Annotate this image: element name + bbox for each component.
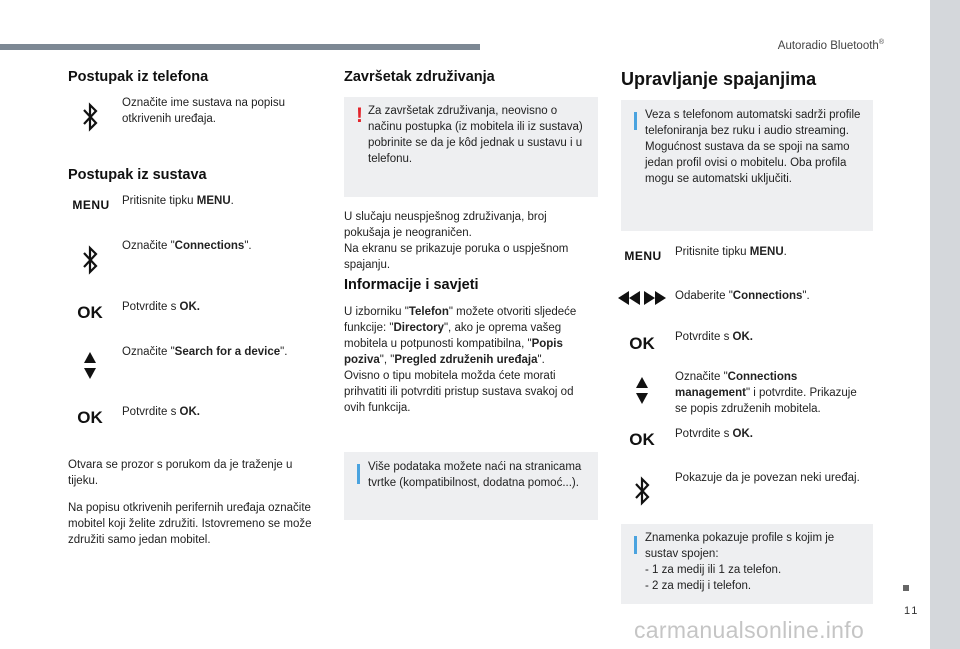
bluetooth-icon: [78, 100, 102, 134]
info-text: Više podataka možete naći na stranicama tvrtke (kompatibilnost, dodatna pomoć...).: [368, 461, 582, 489]
info-note: [344, 452, 598, 520]
page-marker: [903, 585, 909, 591]
info-icon: [357, 464, 360, 484]
step-confirm-ok-2: Potvrdite s OK.: [675, 428, 753, 440]
ok-button-icon: OK: [629, 334, 655, 353]
page-number: 11: [904, 605, 920, 617]
warning-icon: !: [356, 104, 363, 127]
paragraph-select-mobile: Na popisu otkrivenih perifernih uređaja označite mobitel koji želite združiti. Istovremeno se može združiti samo jedan mobitel.: [68, 502, 312, 546]
section-title-phone-procedure: Postupak iz telefona: [68, 69, 209, 85]
ok-button-icon: OK: [77, 303, 103, 322]
step-select-connections: Označite "Connections".: [122, 240, 252, 252]
step-select-system: Označite ime sustava na popisu otkrivenih uređaja.: [122, 97, 286, 125]
step-confirm-ok-2: Potvrdite s OK.: [122, 406, 200, 418]
warning-note: [344, 97, 598, 197]
ok-button-icon: OK: [77, 408, 103, 427]
left-right-arrows-icon: [618, 290, 666, 306]
paragraph-tips: U izborniku "Telefon" možete otvoriti sljedeće funkcije: "Directory", ako je oprema vašeg mobitela u potpunosti kompatibilna, "Popis poziva", "Pregled združenih uređaja". Ovisno o tipu mobitela možda ćete morati prihvatiti ili potvrditi pristup sustava svakoj od ovih funkcija.: [344, 306, 577, 414]
paragraph-unlimited-attempts: U slučaju neuspješnog združivanja, broj pokušaja je neograničen.: [344, 211, 547, 239]
info-note-profile-count: [621, 524, 873, 604]
step-press-menu: Pritisnite tipku MENU.: [675, 246, 787, 258]
bluetooth-icon: [630, 474, 654, 508]
step-press-menu: Pritisnite tipku MENU.: [122, 195, 234, 207]
up-down-arrows-icon: [78, 347, 102, 383]
info-text-profile-count: Znamenka pokazuje profile s kojim je sustav spojen: - 1 za medij ili 1 za telefon. - 2 za medij i telefon.: [645, 532, 835, 592]
step-device-connected: Pokazuje da je povezan neki uređaj.: [675, 472, 860, 484]
step-connections-management: Označite "Connections management" i potvrdite. Prikazuje se popis združenih mobitela.: [675, 371, 857, 415]
info-text-profiles: Veza s telefonom automatski sadrži profile telefoniranja bez ruku i audio streaming. Mogućnost sustava da se spoji na samo jedan profil ovisi o mobitelu. Oba profila mogu se automatski uključiti.: [645, 109, 861, 185]
paragraph-success-message: Na ekranu se prikazuje poruka o uspješnom spajanju.: [344, 243, 569, 271]
info-icon: [634, 112, 637, 130]
running-head: Autoradio Bluetooth®: [777, 39, 884, 52]
watermark: carmanualsonline.info: [634, 617, 865, 643]
info-note-profiles: [621, 100, 873, 231]
section-title-system-procedure: Postupak iz sustava: [68, 167, 207, 183]
header-rule: [0, 44, 480, 50]
warning-text: Za završetak združivanja, neovisno o načinu postupka (iz mobitela ili iz sustava) pobrinite se da je kôd jednak u sustavu i u telefonu.: [368, 105, 583, 165]
step-confirm-ok: Potvrdite s OK.: [122, 301, 200, 313]
ok-button-icon: OK: [629, 430, 655, 449]
up-down-arrows-icon: [630, 372, 654, 408]
step-select-connections: Odaberite "Connections".: [675, 290, 810, 302]
step-search-device: Označite "Search for a device".: [122, 346, 288, 358]
section-title-connection-management: Upravljanje spajanjima: [621, 69, 817, 89]
section-title-tips: Informacije i savjeti: [344, 277, 479, 293]
menu-button-icon: MENU: [72, 198, 110, 212]
bluetooth-icon: [78, 243, 102, 277]
info-icon: [634, 536, 637, 554]
section-title-pairing-completion: Završetak združivanja: [344, 69, 495, 85]
paragraph-search-in-progress: Otvara se prozor s porukom da je traženje u tijeku.: [68, 459, 293, 487]
menu-button-icon: MENU: [624, 249, 662, 263]
page-edge-strip: [930, 0, 960, 649]
step-confirm-ok: Potvrdite s OK.: [675, 331, 753, 343]
